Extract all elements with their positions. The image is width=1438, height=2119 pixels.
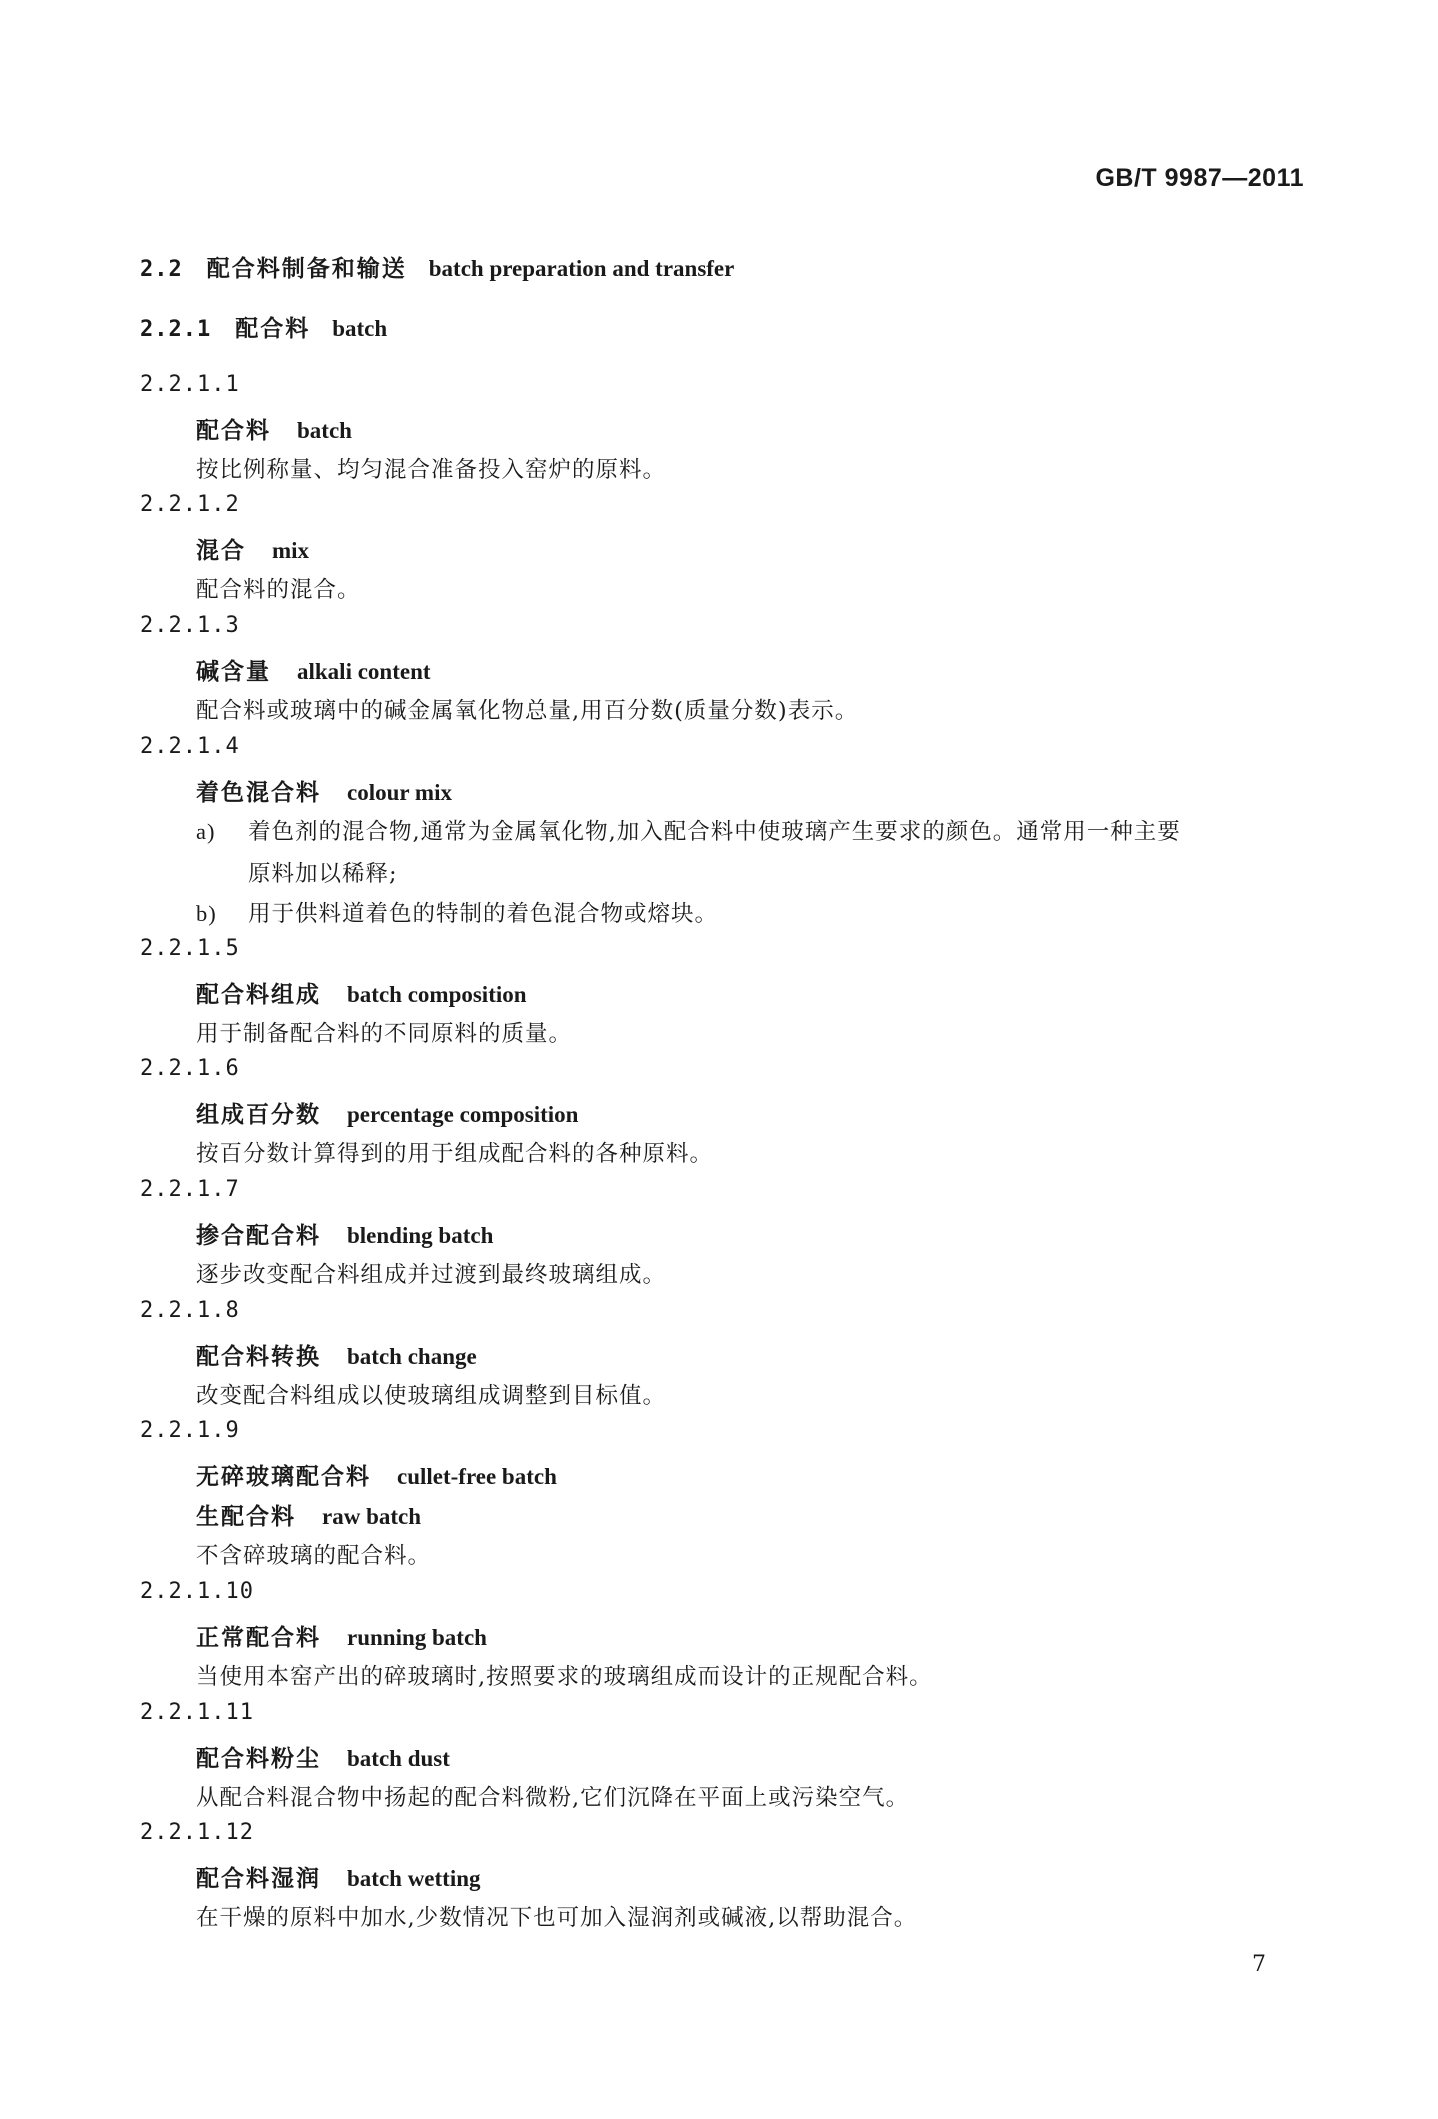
- term-zh: 配合料: [196, 417, 271, 444]
- subsection-number: 2.2.1: [140, 317, 212, 342]
- term-zh: 掺合配合料: [196, 1222, 321, 1249]
- section-heading: [140, 250, 734, 283]
- term-zh: 配合料转换: [196, 1343, 321, 1370]
- definition: 配合料或玻璃中的碱金属氧化物总量,用百分数(质量分数)表示。: [196, 698, 859, 724]
- term-zh: 着色混合料: [196, 779, 321, 806]
- clause-number: 2.2.1.3: [140, 613, 240, 638]
- section-number: 2.2: [140, 257, 183, 282]
- term-en: batch composition: [347, 982, 527, 1007]
- clause-number: 2.2.1.7: [140, 1177, 240, 1202]
- definition: 按百分数计算得到的用于组成配合料的各种原料。: [196, 1141, 714, 1167]
- term: [196, 653, 431, 686]
- list-item: [196, 814, 1316, 888]
- term-en: mix: [272, 538, 310, 563]
- term: [196, 774, 452, 807]
- term: [196, 976, 527, 1009]
- clause-number: 2.2.1.4: [140, 734, 240, 759]
- definition: 从配合料混合物中扬起的配合料微粉,它们沉降在平面上或污染空气。: [196, 1785, 910, 1811]
- term-en: colour mix: [347, 780, 452, 805]
- term-zh: 组成百分数: [196, 1101, 321, 1128]
- section-title-zh: 配合料制备和输送: [206, 255, 407, 282]
- term-en: batch wetting: [347, 1866, 481, 1891]
- clause-number: 2.2.1.9: [140, 1418, 240, 1443]
- page-number: 7: [1252, 1952, 1266, 1977]
- subsection-title-en: batch: [332, 316, 388, 341]
- clause-number: 2.2.1.5: [140, 936, 240, 961]
- term-zh: 碱含量: [196, 658, 271, 685]
- definition: 按比例称量、均匀混合准备投入窑炉的原料。: [196, 457, 667, 483]
- standard-code: GB/T 9987—2011: [1095, 164, 1304, 192]
- term-synonym: [196, 1498, 421, 1531]
- term-en: blending batch: [347, 1223, 494, 1248]
- definition: 在干燥的原料中加水,少数情况下也可加入湿润剂或碱液,以帮助混合。: [196, 1905, 918, 1931]
- definition: 配合料的混合。: [196, 577, 361, 603]
- clause-number: 2.2.1.1: [140, 372, 240, 397]
- list-text: 用于供料道着色的特制的着色混合物或熔块。: [248, 901, 719, 927]
- definition: 改变配合料组成以使玻璃组成调整到目标值。: [196, 1383, 667, 1409]
- term: [196, 1619, 487, 1652]
- clause-number: 2.2.1.6: [140, 1056, 240, 1081]
- term-en: percentage composition: [347, 1102, 579, 1127]
- term-zh: 正常配合料: [196, 1624, 321, 1651]
- clause-number: 2.2.1.2: [140, 492, 240, 517]
- list-text: 着色剂的混合物,通常为金属氧化物,加入配合料中使玻璃产生要求的颜色。通常用一种主要: [248, 819, 1181, 845]
- term: [196, 1860, 481, 1893]
- list-marker: b): [196, 901, 217, 926]
- term: [196, 1740, 450, 1773]
- list-item: [196, 896, 1316, 928]
- clause-number: 2.2.1.8: [140, 1298, 240, 1323]
- term-en: raw batch: [322, 1504, 422, 1529]
- term-zh: 混合: [196, 537, 246, 564]
- term-en: running batch: [347, 1625, 487, 1650]
- subsection-title-zh: 配合料: [235, 315, 311, 342]
- term-en: batch: [297, 418, 352, 443]
- term-zh: 无碎玻璃配合料: [196, 1463, 371, 1490]
- term-en: alkali content: [297, 659, 431, 684]
- clause-number: 2.2.1.12: [140, 1820, 254, 1845]
- term: [196, 412, 352, 445]
- term-zh: 配合料组成: [196, 981, 321, 1008]
- term-zh: 生配合料: [196, 1503, 296, 1530]
- term: [196, 532, 309, 565]
- term: [196, 1338, 477, 1371]
- clause-number: 2.2.1.10: [140, 1579, 254, 1604]
- term: [196, 1458, 557, 1491]
- term-en: batch change: [347, 1344, 477, 1369]
- term-zh: 配合料湿润: [196, 1865, 321, 1892]
- term-en: cullet-free batch: [397, 1464, 557, 1489]
- term: [196, 1217, 493, 1250]
- subsection-heading: [140, 310, 387, 343]
- section-title-en: batch preparation and transfer: [428, 256, 735, 281]
- clause-number: 2.2.1.11: [140, 1700, 254, 1725]
- list-text-continuation: 原料加以稀释;: [248, 861, 398, 887]
- term-zh: 配合料粉尘: [196, 1745, 321, 1772]
- definition: 当使用本窑产出的碎玻璃时,按照要求的玻璃组成而设计的正规配合料。: [196, 1664, 933, 1690]
- term-en: batch dust: [347, 1746, 450, 1771]
- list-marker: a): [196, 819, 216, 844]
- definition: 不含碎玻璃的配合料。: [196, 1543, 432, 1569]
- term: [196, 1096, 578, 1129]
- definition: 用于制备配合料的不同原料的质量。: [196, 1021, 573, 1047]
- definition: 逐步改变配合料组成并过渡到最终玻璃组成。: [196, 1262, 667, 1288]
